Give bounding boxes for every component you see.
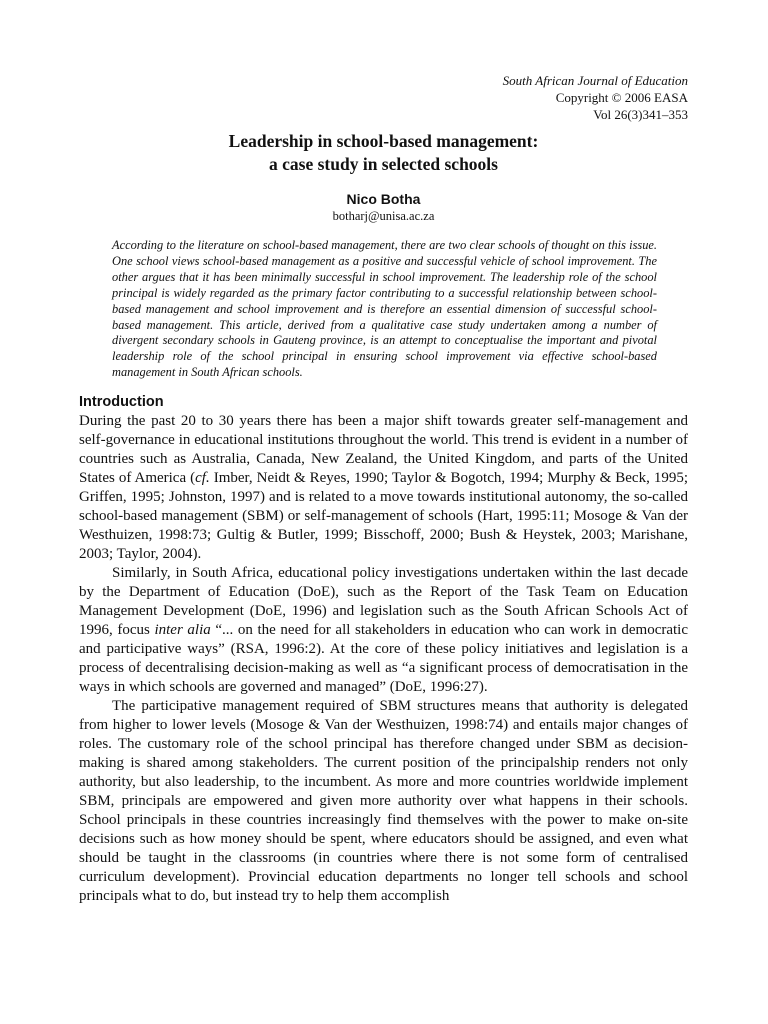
p2-inter-alia: inter alia [154,622,211,639]
abstract: According to the literature on school-based management, there are two clear schools of thought on this issue. One school views school-based management as a positive and successful vehicle of school improvement. The other argues that it has been minimally successful in school improvement. The leadership role of the school principal is widely regarded as the primary factor contributing to a successful relationship between school-based management and school improvement and is therefore an essential dimension of successful school-based management. This article, derived from a qualitative case study undertaken among a number of divergent secondary schools in Gauteng province, is an attempt to conceptualise the important and pivotal leadership role of the school principal in ensuring school improvement via effective school-based management in South African schools. [112,238,657,380]
paragraph-1 [79,412,688,564]
copyright-line: Copyright © 2006 EASA [555,90,688,105]
journal-page [79,72,688,906]
article-title [79,130,688,176]
author-name: Nico Botha [346,191,421,207]
title-line-1: Leadership in school-based management: [228,131,539,151]
paragraph-3: The participative management required of SBM structures means that authority is delegated from higher to lower levels (Mosoge & Van der Westhuizen, 1998:74) and entails major changes of roles. The customary role of the school principal has therefore changed under SBM as decision-making is shared among stakeholders. The current position of the principalship renders not only authority, but also leadership, to the incumbent. As more and more countries worldwide implement SBM, principals are empowered and given more authority over what happens in their schools. School principals in these countries increasingly find themselves with the power to make on-site decisions such as how money should be spent, where educators should be assigned, and even what should be taught in the classrooms (in countries where there is not some form of centralised curriculum development). Provincial education departments no longer tell schools and school principals what to do, but instead try to help them accomplish [79,698,688,905]
author-email: botharj@unisa.ac.za [332,209,435,223]
volume-line: Vol 26(3)341–353 [593,107,688,122]
p1-text-b: Imber, Neidt & Reyes, 1990; Taylor & Bogotch, 1994; Murphy & Beck, 1995; Griffen, 1995; Johnston, 1997) and is related to a move towards institutional autonomy, the so-called school-based management (SBM) or self-management of schools (Hart, 1995:11; Mosoge & Van der Westhuizen, 1998:73; Gultig & Butler, 1999; Bisschoff, 2000; Bush & Heystek, 2003; Marishane, 2003; Taylor, 2004). [79,470,688,563]
p2-text-b: “... on the need for all stakeholders in education who can work in democratic and participative ways” (RSA, 1996:2). At the core of these policy initiatives and legislation is a process of decentralising decision-making as well as “a significant process of democratisation in the ways in which schools are governed and managed” (DoE, 1996:27). [79,622,688,696]
p1-text-a: During the past 20 to 30 years there has been a major shift towards greater self-management and self-governance in educational institutions throughout the world. This trend is evident in a number of countries such as Australia, Canada, New Zealand, the United Kingdom, and parts of the United States of America ( [79,413,688,487]
journal-name: South African Journal of Education [502,73,688,88]
journal-header [79,72,688,123]
p1-cf: cf. [195,470,210,487]
p2-text-a: Similarly, in South Africa, educational policy investigations undertaken within the last decade by the Department of Education (DoE), such as the Report of the Task Team on Education Management Development (DoE, 1996) and legislation such as the South African Schools Act of 1996, focus [79,565,688,639]
introduction-body [79,412,688,906]
paragraph-2 [79,564,688,697]
section-heading-introduction: Introduction [79,394,164,411]
title-line-2: a case study in selected schools [269,154,498,174]
